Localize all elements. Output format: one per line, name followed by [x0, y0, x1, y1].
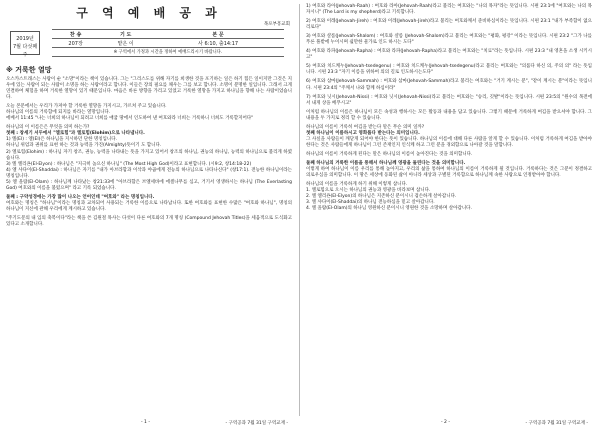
paragraph: 하나님의 이름이 거룩하게 된다는 말은 하나님의 이름이 높아진다는 것을 의미합니다.: [306, 151, 473, 157]
date-year: 2019년: [16, 36, 34, 42]
section-heading: 둘째 : 구약성경에는 가장 많이 나오는 언어인데 "여호와" 라는 명칭입니다.: [6, 194, 155, 200]
section-heading: 첫째 : 창세기 서두에서 "엘로힘"과 엘로힘(Elohim)으로 나타냅니다.: [6, 131, 145, 137]
intro-paragraph: 오스카스트래스는 사람이 순 "소망"이라는 책이 있습니다. 그는 "그리스도를 위해 자기를 희생한 것을 포기하는 일은 하기 힘든 일이지만 그것은 지우에 있는 사람이 되는 사람이 소명을 하는 사람이라고 합니다. 이들은 장의 필요를 채우는 그를 보고 합니다. 소명이 분명한 일입니다. 그래서 크게 연결하여 체험을 하며 거룩한 열망이 있기 때문입니다. 마음은 바른 방향을 가리고 있었고 거룩한 열망을 가지고 하나님을 향해 나는 사람이었습니다.: [6, 77, 292, 101]
list-item: 하나님 위엄과 권위를 표현 하는 것과 능력을 가진(Almighty)뜻이기 도 합니다.: [6, 143, 162, 149]
page-divider: [299, 4, 300, 416]
prayer-header: 기 도: [99, 30, 152, 39]
paragraph: 그 사실을 사람들이 깨닫게 되어야 한다는 뜻이 있습니다. 하나님의 이름에 대해 다른 사람을 알게 할 수 있습니다. 이처럼 거룩하게 여김을 받아야 한다는 것은 사람들에게 하나님이 그런 존재인지 인식케 하고 그런 분을 경외함으로 나아갈 것을 말합니다.: [306, 136, 592, 148]
list-item: 6) 여호와 삼마(Jehovah-Sammah) : 여호와 삼마(Jehovah-Sammah)라고 불리는 여호와는 "거기 계시는 분", "같이 계시는 분"이라는 뜻입니다. 시편 23:4의 "주께서 나와 함께 하심이라": [306, 79, 592, 91]
prayer-value: 맡은 이: [99, 39, 152, 48]
list-item: 1) 여호와 라아(Jehovah-Raah) : 여호와 라아(Jehovah-Raah)라고 불리는 여호와는 "나의 목자"라는 뜻입니다. 시편 23:1에 "여호와는 나의 목자시니" (The Lord is my shepherd)라고 기록합니다.: [306, 4, 592, 16]
paragraph: 하나님의 이름을 거룩하게 하기 위해 이렇게 삽니다.: [306, 182, 408, 188]
right-page: [306, 0, 592, 424]
paragraph: "주기도문의 내 입의 축복이다"라는 책을 쓴 김원철 목사는 다섯이 다른 여호와의 7개 명칭 (Compound Jehovah Titles)을 세움적으로 도식화고 있다고 소개합니다.: [6, 215, 292, 228]
list-item: 2) 엘로힘(Elohim) : 하나님 자기 창조, 권능, 능력을 나타내는 뜻을 가지고 있어서 창조의 하나님, 권능의 하나님, 능력의 하나님으로 불리게 하였습니다.: [6, 149, 292, 161]
hymn-header: 찬 송: [52, 30, 99, 39]
topic-heading: ※ 거룩한 열망: [6, 66, 52, 74]
list-item: 3) 여호와 샬롬(Jehovah-Shalom) : 여호와 샬롬 (Jehovah-Shalom)라고 불리는 여호와는 "평화, 평강" 이라는 뜻입니다. 시편 23:2 "그가 나를 푸른 풀밭에 누이시며 쉴만한 물가로 인도 하시는 도다": [306, 34, 592, 46]
page-title: 구 역 예 배 공 과: [76, 6, 222, 20]
list-item: 1) 엘(El) : 엘(El)은 하나님을 지시하던 단한 명칭입니다.: [6, 137, 118, 143]
page-number: - 1 -: [141, 420, 150, 425]
hymn-value: 207장: [52, 39, 99, 48]
service-header: [6, 29, 292, 59]
list-item: 3) 엘 엘리욘(El-Elyon) : 하나님은 "지극히 높으신 하나님" (The Most High God)이라고 표현합니다. (시9:2, 창14:18-22): [6, 161, 252, 167]
scripture-header: 본 문: [152, 30, 284, 39]
question: 하나님의 이름이 거룩히 여김을 받는다 말은 무슨 의미 일까?: [306, 124, 425, 130]
service-table: [52, 29, 284, 57]
paragraph: 여호와는 명칭은 "하나님"이라는 명칭과 교차되어 사용되는 거룩한 이름으로 나타납니다. 또한 여호와를 표현한 수많은 "여호와 하나님", 명칭의 하나님이 지신에 관해 우리에게 계시하고 있습니다.: [6, 200, 292, 212]
list-item: 3. 엘 샤다이(El-Shaddai)의 하나님 전능하심을 믿고 살아갑니다.: [306, 200, 435, 206]
list-item: 2. 엘 엘리욘(El-Elyon)의 하나님은 지존하신 분이시니 겸손하게 살아갑니다.: [306, 194, 457, 200]
scripture-value: 사 6:10, 출14:17: [152, 39, 284, 48]
paragraph: 이렇게 하여 하나님이 이름 우리를 통해 높아지고, 우리의 삶을 통하여 하나님의 이름이 거룩하게 될 것입니다. 거룩하다는 것은 그분이 정결하고 의로우심을 의미합니다. 이 땅은 세상에 동화된 삶이 아니라 세상과 구별된 거룩함으로 하나님께 속한 사람으로 인정받아야 합니다.: [306, 167, 592, 179]
list-item: 5) 여호와 치드케누(Jehovah-tsedegenu) : 여호와 치드케누(Jehovah-tsedegenu)라고 불리는 여호와는 "의롭다 하신 의, 주의 의" 라는 뜻입니다. 시편 23:3 "자기 이름을 위하여 의의 길로 인도하시는도다": [306, 64, 592, 76]
scripture-quote: 에베서 11:45 "나는 너희의 하나님이 되려고 너희를 애굽 땅에서 인도하여 낸 여호와라 너희는 거룩하니 너희도 거룩할지어다": [6, 116, 254, 122]
date-box: [10, 31, 40, 58]
list-item: 1. 엘로힘으로 오시는 하나님의 권능과 영광을 바라보며 삽니다.: [306, 188, 431, 194]
left-page: [6, 0, 292, 424]
list-item: 5) 엘 올람(El-Olam) : 하나님께 나타났는 창21:33에 "아브라함은 브엘세바에 에셀나무를 심고, 거기서 영생하시는 하나님 (The Everlasting God) 여호와의 이름을 불렀으며" 라고 기록 되었습니다.: [6, 179, 292, 191]
list-item: 4. 엘 올람(El-Olam)의 하나님 영원하신 분이시니 영원한 것을 소망하며 살아갑니다.: [306, 206, 472, 212]
footer-reference: - 구역공과 7월 31일 구역교재 -: [225, 421, 288, 426]
paragraph: 하나님의 이름의 거룩함에 되지를 바라는 열망입니다.: [6, 110, 111, 116]
church-name: 목포부흥교회: [263, 22, 290, 27]
list-item: 7) 여호와 닛시(Jehovah-Nissi) : 여호와 닛시(Jehovah-Nissi)라고 불리는 여호와는 "승리, 깃발"이라는 뜻입니다. 시편 23:5의 "원수의 목전에서 내게 상을 베푸시고": [306, 94, 592, 106]
section-heading: 둘째 하나님의 거룩한 이름을 통해서 하나님께 영광을 돌린다는 것을 의미합니다.: [306, 160, 466, 166]
service-note: ※ 구역에서 가정과 시간을 정하여 예배드리시기 바랍니다.: [52, 48, 284, 57]
paragraph: 오늘 본문에서는 우리가 가져야 할 거룩한 열망을 가지시고, 가르쳐 주고 있습니다.: [6, 104, 167, 110]
question: 하나님의 이 이름은은 무엇을 의미 하는가?: [6, 125, 90, 131]
page-number: - 2 -: [441, 420, 450, 425]
section-heading: 첫째 하나님이 이름하시고 영화롭다 받는다는 의미입니다.: [306, 130, 420, 136]
paragraph: 이처럼 하나님의 이름은 하나님이 모든 속성과 행하시는 모든 활동과 내용을 담고 있습니다. 그렇기 때문에 거룩하게 여김을 받으셔야 합니다. 그 내용을 두 가지로 정리 할 수 있습니다.: [306, 109, 592, 121]
list-item: 4) 여호와 라파(Jehovah-Rapha) : 여호와 라파(Jehovah-Rapha)라고 불리는 여호와는 "치료"라는 뜻입니다. 시편 23:3 "내 영혼을 소생 시키시고": [306, 49, 592, 61]
date-week: 7월 다섯째 주: [12, 44, 38, 58]
footer-reference: - 구역공과 7월 31일 구역교재 -: [525, 421, 588, 426]
list-item: 2) 여호와 이레(Jehovah-Jireh) : 여호와 이레(Jehovah-Jireh)라고 불리는 여호와께서 준비하심이라는 뜻입니다. 시편 23:1 "내가 부족함이 없으리로다": [306, 19, 592, 31]
list-item: 4) 엘 샤다이(El-Shaddai) : 하나님은 자기를 "내가 아브라함과 이삭과 야곱에게 전능의 하나님으로 나타나신다" (창17:1). 전능한 하나님이라는 명칭입니다.: [6, 167, 292, 179]
